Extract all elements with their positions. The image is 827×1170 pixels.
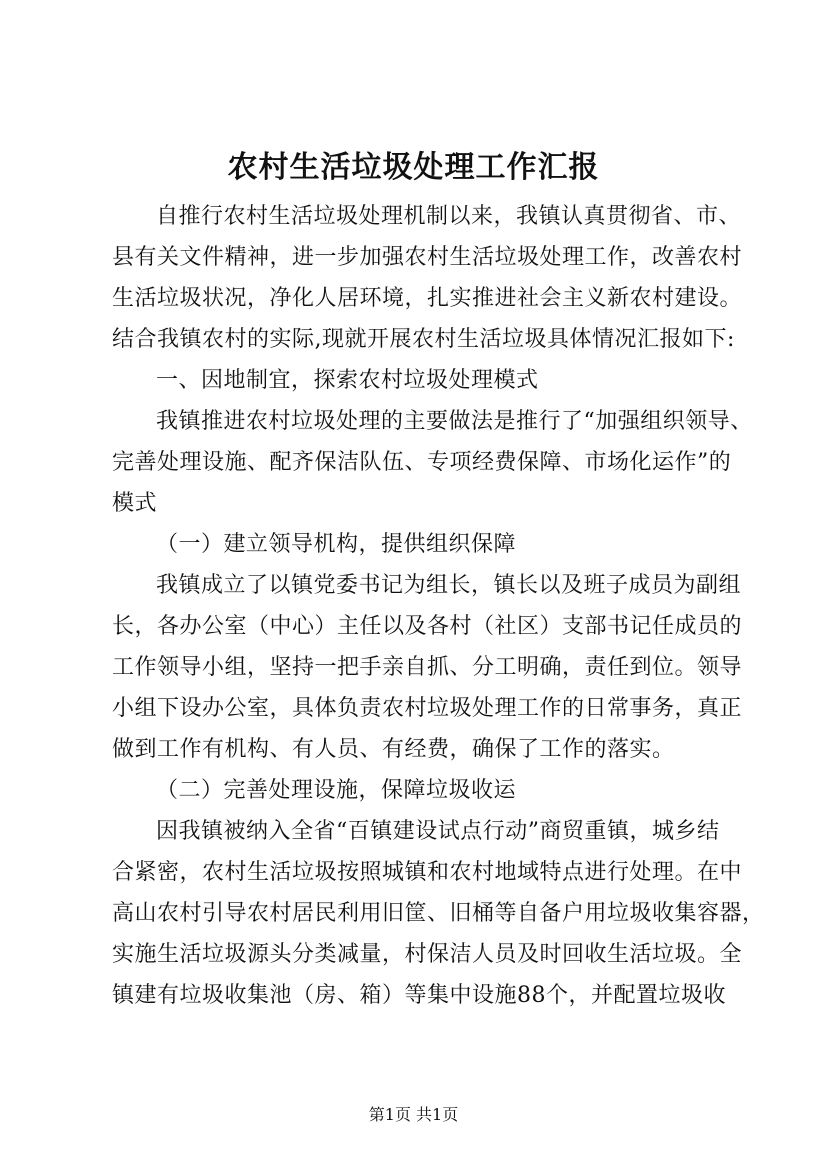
paragraph-line: 自推行农村生活垃圾处理机制以来，我镇认真贯彻省、市、: [156, 204, 742, 229]
section-heading: 一、因地制宜，探索农村垃圾处理模式: [156, 368, 539, 393]
paragraph-line: 模式: [112, 491, 158, 516]
paragraph-line: 完善处理设施、配齐保洁队伍、专项经费保障、市场化运作”的: [112, 450, 732, 475]
paragraph-line: 小组下设办公室，具体负责农村垃圾处理工作的日常事务，真正: [112, 696, 743, 721]
paragraph-line: 做到工作有机构、有人员、有经费，确保了工作的落实。: [112, 737, 675, 762]
paragraph-line: 合紧密，农村生活垃圾按照城镇和农村地域特点进行处理。在中: [112, 860, 743, 885]
paragraph-line: 长，各办公室（中心）主任以及各村（社区）支部书记任成员的: [112, 614, 743, 639]
paragraph-line: 高山农村引导农村居民利用旧筐、旧桶等自备户用垃圾收集容器，: [112, 901, 765, 926]
document-title: 农村生活垃圾处理工作汇报: [227, 150, 600, 185]
paragraph-line: 我镇推进农村垃圾处理的主要做法是推行了“加强组织领导、: [156, 409, 753, 434]
page-footer: 第1页 共1页: [368, 1105, 459, 1124]
subsection-heading: （一）建立领导机构，提供组织保障: [156, 532, 517, 557]
paragraph-line: 工作领导小组，坚持一把手亲自抓、分工明确，责任到位。领导: [112, 655, 743, 680]
paragraph-line: 我镇成立了以镇党委书记为组长，镇长以及班子成员为副组: [156, 573, 742, 598]
paragraph-line: 县有关文件精神，进一步加强农村生活垃圾处理工作，改善农村: [112, 245, 743, 270]
paragraph-line: 因我镇被纳入全省“百镇建设试点行动”商贸重镇，城乡结: [156, 819, 720, 844]
paragraph-line: 结合我镇农村的实际,现就开展农村生活垃圾具体情况汇报如下:: [112, 327, 735, 352]
paragraph-line: 实施生活垃圾源头分类减量，村保洁人员及时回收生活垃圾。全: [112, 942, 743, 967]
document-body: [112, 196, 765, 1016]
paragraph-line: 镇建有垃圾收集池（房、箱）等集中设施88个，并配置垃圾收: [112, 983, 726, 1008]
subsection-heading: （二）完善处理设施，保障垃圾收运: [156, 778, 517, 803]
paragraph-line: 生活垃圾状况，净化人居环境，扎实推进社会主义新农村建设。: [112, 286, 743, 311]
